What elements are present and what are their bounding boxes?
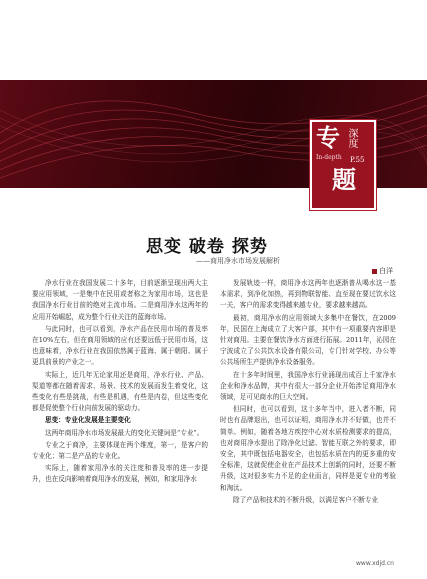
badge-char-1: 专 (316, 123, 340, 152)
author-square-icon (372, 269, 377, 274)
paragraph: 这两年商用净水市场发展最大的变化关键词是“专业”。 (45, 428, 204, 437)
paragraph: 发展轨迹一样，商用净水这两年也逐渐普从喝水这一基本需求，到净化加热，再到物联智能、直至现在要过饮水这一关，客户的需求变得越来越专业，要求越来越高。 (220, 279, 396, 310)
paragraph: 专业之于商净，主要体现在两个维度，第一，是客户的专业化；第二是产品的专业化。 (32, 440, 208, 461)
topic-badge (310, 120, 376, 210)
paragraph: 除了产品和技术的不断升级，以满足客户不断专业 (233, 495, 379, 504)
badge-english-label: In-depth (316, 154, 342, 161)
paragraph: 实际上，随着家用净水的关注度和普及率的进一步提升，也在反向影响着商用净水的发展，例如，和家用净水 (32, 464, 208, 484)
badge-vertical-label: 深度 (346, 128, 357, 148)
paragraph: 最初，商用净水的应用领域大多集中在餐饮，在2009年，民国在上海成立了大客户部，其中有一项重要内容即是针对商用。主要在餐饮净水方面进行拓展。2011年，沁园在宁波成立了公共饮水设备有限公司，专门针对学校、办公等公共场所生产提供净水设备服务。 (220, 313, 396, 367)
badge-char-2: 题 (332, 165, 356, 194)
paragraph: 实际上，近几年无论家用还是商用，净水行业、产品、渠道等都在随着需求、场景、技术的发展而发生着变化，这些变化有些是挑战，有些是机遇，有些是内卷，但这些变化都是促使整个行业向前发展的驱动力。 (32, 370, 208, 413)
article-title: 思变 破卷 探势 (146, 237, 268, 257)
author-name: 白洋 (379, 267, 393, 275)
section-heading: 思变：专业化发展是主要变化 (45, 416, 131, 425)
author-byline (372, 266, 393, 276)
badge-number: P.55 (350, 156, 365, 164)
footer-url: www.xdjd.cn (356, 560, 394, 567)
left-column (32, 278, 208, 487)
paragraph: 在十多年时间里，我国净水行业涌现出成百上千家净水企业和净水品牌，其中有很大一部分企业开始涉足商用净水领域，足可见商水的巨大空间。 (220, 370, 396, 402)
paragraph: 但同时，也可以看到，这十多年当中，进入者不断，同时也有品牌退出，也可以证明，商用净水并不好做，也并不简单。例如，随着各地方疾控中心对水质检测要求的提高，也对商用净水提出了除净化过滤、智能互联之外的要求，即安全，其中既包括电器安全，也包括水质在内的更多重的安全标准，这就促使企业在产品技术上创新的同时，还要不断升级，这对很多实力不足的企业而言，同样是更专业的考验和淘汰。 (220, 405, 396, 492)
paragraph: 净水行业在我国发展二十多年，目前逐渐呈现出两大主要应用领域，一是集中在民用或者称之为家用市场，这也是我国净水行业目前的绝对主流市场。二是商用净水这两年的应用开始崛起，成为整个行业关注的蓝海市场。 (32, 279, 208, 321)
article-subtitle: ——商用净水市场发展解析 (196, 257, 280, 265)
paragraph: 与此同时，也可以看到，净水产品在民用市场的普及率在10%左右，但在商用领域的应有还要远低于民用市场，这也意味着，净水行业在我国依然属于蓝海、属于朝阳、属于更具前景的产业之一。 (32, 324, 208, 367)
right-column (220, 278, 396, 507)
